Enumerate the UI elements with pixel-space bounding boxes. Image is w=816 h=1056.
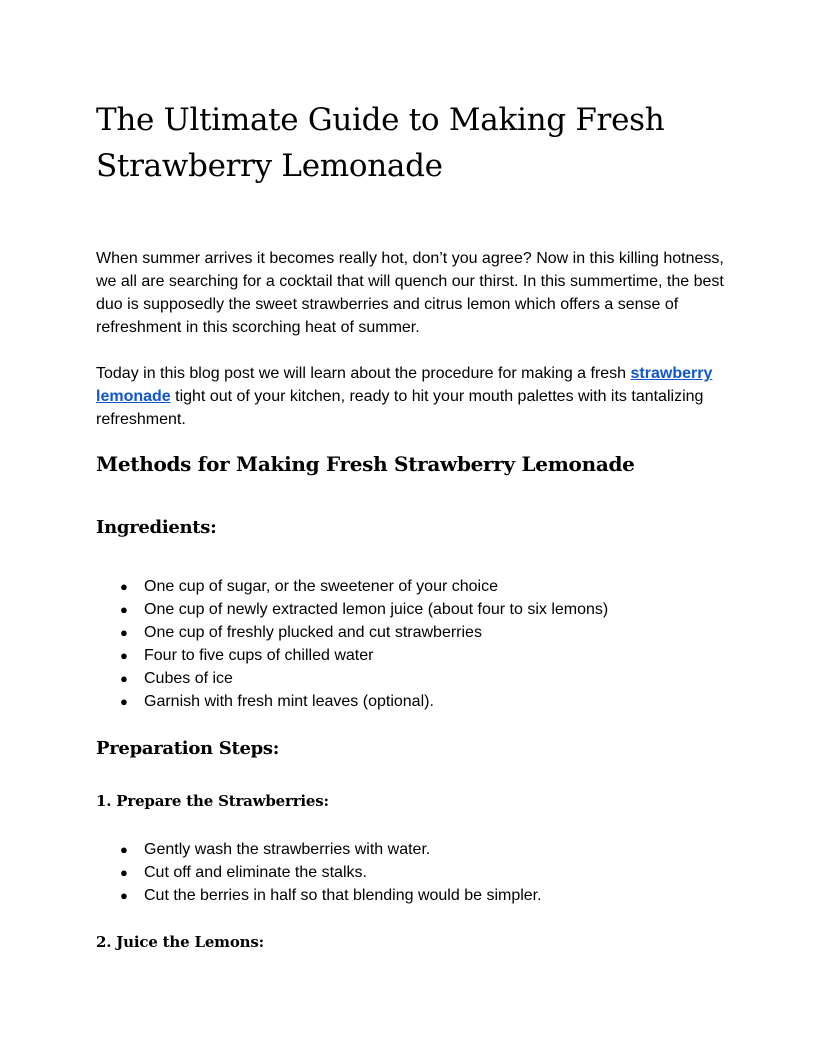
step1-heading: 1. Prepare the Strawberries: [96,792,329,810]
bullet-icon: ● [120,671,128,686]
step2-heading: 2. Juice the Lemons: [96,933,264,951]
bullet-icon: ● [120,865,128,880]
methods-heading: Methods for Making Fresh Strawberry Lemonade [96,452,635,476]
list-item [96,598,608,621]
strawberry-lemonade-link[interactable]: strawberry lemonade [96,365,713,405]
title-line-1: The Ultimate Guide to Making Fresh [96,102,665,138]
second-paragraph-before-link: Today in this blog post we will learn about the procedure for making a fresh [96,365,631,382]
title-line-2: Strawberry Lemonade [96,148,443,184]
bullet-icon: ● [120,888,128,903]
second-paragraph [96,362,726,431]
list-item [96,667,608,690]
ingredient-text: One cup of sugar, or the sweetener of your choice [144,578,498,595]
bullet-icon: ● [120,842,128,857]
ingredient-text: Four to five cups of chilled water [144,647,374,664]
step-text: Cut the berries in half so that blending would be simpler. [144,887,542,904]
bullet-icon: ● [120,625,128,640]
preparation-heading: Preparation Steps: [96,738,280,759]
ingredient-text: Garnish with fresh mint leaves (optional). [144,693,434,710]
ingredient-text: One cup of newly extracted lemon juice (about four to six lemons) [144,601,609,618]
step-text: Cut off and eliminate the stalks. [144,864,367,881]
bullet-icon: ● [120,579,128,594]
ingredient-text: One cup of freshly plucked and cut strawberries [144,624,482,641]
bullet-icon: ● [120,648,128,663]
intro-paragraph: When summer arrives it becomes really hot, don’t you agree? Now in this killing hotness, we all are searching for a cocktail that will quench our thirst. In this summertime, the best duo is supposedly the sweet strawberries and citrus lemon which offers a sense of refreshment in this scorching heat of summer. [96,250,724,336]
bullet-icon: ● [120,694,128,709]
ingredient-text: Cubes of ice [144,670,233,687]
list-item [96,690,608,713]
list-item [96,575,608,598]
step1-list [96,838,542,907]
list-item [96,644,608,667]
page-title [96,97,726,189]
list-item [96,861,542,884]
ingredients-list [96,575,608,713]
step-text: Gently wash the strawberries with water. [144,841,431,858]
list-item [96,838,542,861]
list-item [96,884,542,907]
bullet-icon: ● [120,602,128,617]
ingredients-heading: Ingredients: [96,517,217,538]
second-paragraph-after-link: tight out of your kitchen, ready to hit your mouth palettes with its tantalizing refreshment. [96,388,704,428]
list-item [96,621,608,644]
